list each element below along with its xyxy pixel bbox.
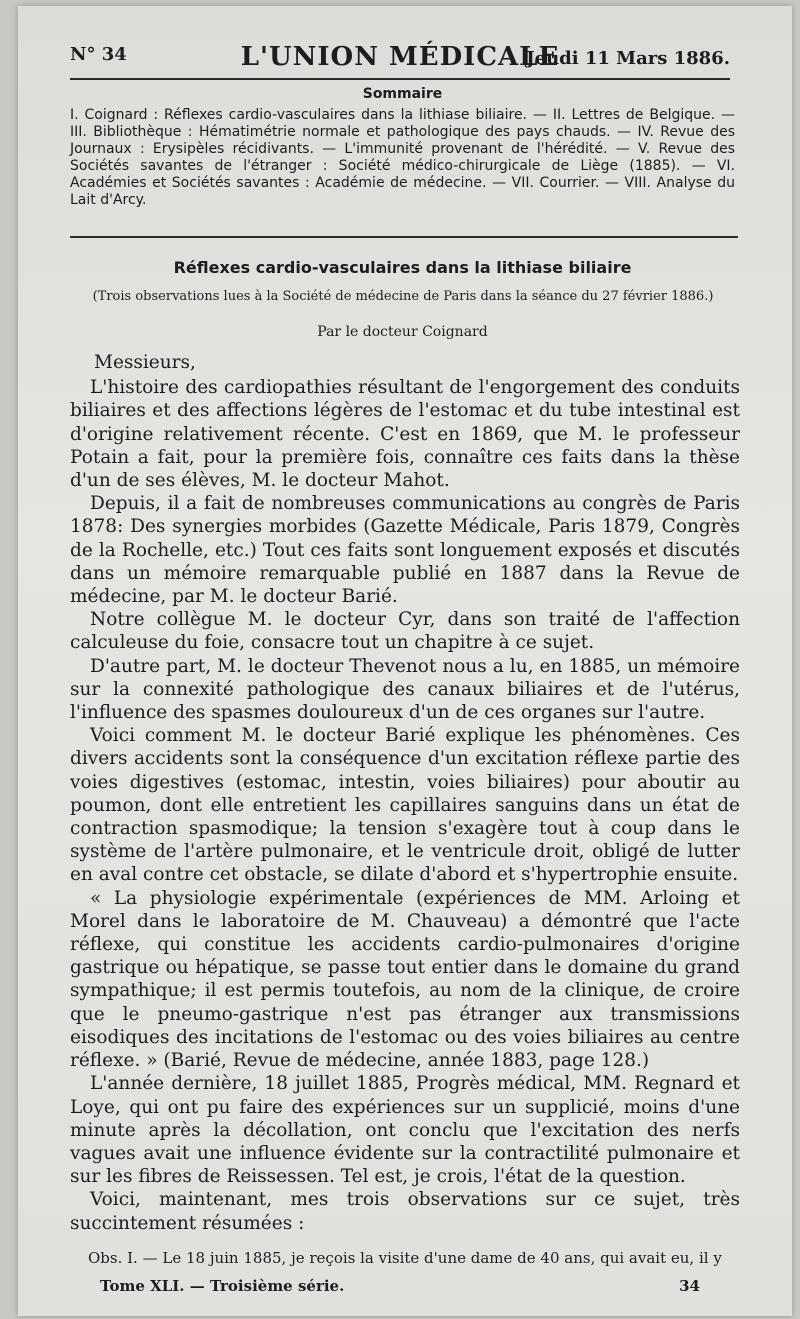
article-subtitle: (Trois observations lues à la Société de médecine de Paris dans la séance du 27 février 1886.) [92, 289, 714, 304]
article-author: Par le docteur Coignard [317, 324, 488, 340]
summary-text: I. Coignard : Réflexes cardio-vasculaires dans la lithiase biliaire. — II. Lettres de Belgique. — III. Bibliothèque : Hématimétrie normale et pathologique des pays chauds. — IV. Revue des Journaux : Erysipèles récidivants. — L'immunité provenant de l'hérédité. — V. Revue des Sociétés savantes de l'étranger : Société médico-chirurgicale de Liège (1885). — VI. Académies et Sociétés savantes : Académie de médecine. — VII. Courrier. — VIII. Analyse du Lait d'Arcy. [70, 107, 735, 208]
salutation: Messieurs, [94, 352, 196, 373]
article-body [70, 351, 740, 1235]
observation-start: Obs. I. — Le 18 juin 1885, je reçois la visite d'une dame de 40 ans, qui avait eu, il y [88, 1249, 722, 1267]
summary-title: Sommaire [362, 86, 443, 102]
issue-date: Jeudi 11 Mars 1886. [526, 48, 730, 69]
paragraph: Voici comment M. le docteur Barié explique les phénomènes. Ces divers accidents sont la conséquence d'un excitation réflexe partie des voies digestives (estomac, intestin, voies biliaires) pour aboutir au poumon, dont elle entretient les capillaires sanguins dans un état de contraction spasmodique; la tension s'exagère tout à coup dans le système de l'artère pulmonaire, et le ventricule droit, obligé de lutter en aval contre cet obstacle, se dilate d'abord et s'hypertrophie ensuite. [70, 725, 740, 886]
article-title: Réflexes cardio-vasculaires dans la lithiase biliaire [173, 258, 632, 277]
issue-number: N° 34 [70, 44, 127, 65]
journal-title: L'UNION MÉDICALE [240, 42, 560, 72]
page-number: 34 [679, 1277, 700, 1295]
paragraph: L'histoire des cardiopathies résultant de l'engorgement des conduits biliaires et des affections légères de l'estomac et du tube intestinal est d'origine relativement récente. C'est en 1869, que M. le professeur Potain a fait, pour la première fois, connaître ces faits dans la thèse d'un de ses élèves, M. le docteur Mahot. [70, 377, 740, 492]
page-header [70, 42, 730, 80]
paragraph: Notre collègue M. le docteur Cyr, dans son traité de l'affection calculeuse du foie, consacre tout un chapitre à ce sujet. [70, 609, 740, 654]
tome-label: Tome XLI. — Troisième série. [100, 1277, 345, 1295]
paragraph: Depuis, il a fait de nombreuses communications au congrès de Paris 1878: Des synergies morbides (Gazette Médicale, Paris 1879, Congrès de la Rochelle, etc.) Tout ces faits sont longuement exposés et discutés dans un mémoire remarquable publié en 1887 dans la Revue de médecine, par M. le docteur Barié. [70, 493, 740, 608]
paragraph: Voici, maintenant, mes trois observations sur ce sujet, très succintement résumées : [70, 1189, 740, 1234]
section-divider [70, 236, 738, 238]
paragraph: D'autre part, M. le docteur Thevenot nous a lu, en 1885, un mémoire sur la connexité pathologique des canaux biliaires et de l'utérus, l'influence des spasmes douloureux d'un de ces organes sur l'autre. [70, 655, 740, 724]
paragraph: L'année dernière, 18 juillet 1885, Progrès médical, MM. Regnard et Loye, qui ont pu faire des expériences sur un supplicié, moins d'une minute après la décollation, ont conclu que l'excitation des nerfs vagues avait une influence évidente sur la contractilité pulmonaire et sur les fibres de Reissessen. Tel est, je crois, l'état de la question. [70, 1073, 740, 1188]
summary-section [70, 86, 735, 209]
paragraph: « La physiologie expérimentale (expériences de MM. Arloing et Morel dans le laboratoire de M. Chauveau) a démontré que l'acte réflexe, qui constitue les accidents cardio-pulmonaires d'origine gastrique ou hépatique, se passe tout entier dans le domaine du grand sympathique; il est permis toutefois, au nom de la clinique, de croire que le pneumo-gastrique n'est pas étranger aux transmissions eisodiques des incitations de l'estomac ou des voies biliaires au centre réflexe. » (Barié, Revue de médecine, année 1883, page 128.) [70, 887, 740, 1072]
